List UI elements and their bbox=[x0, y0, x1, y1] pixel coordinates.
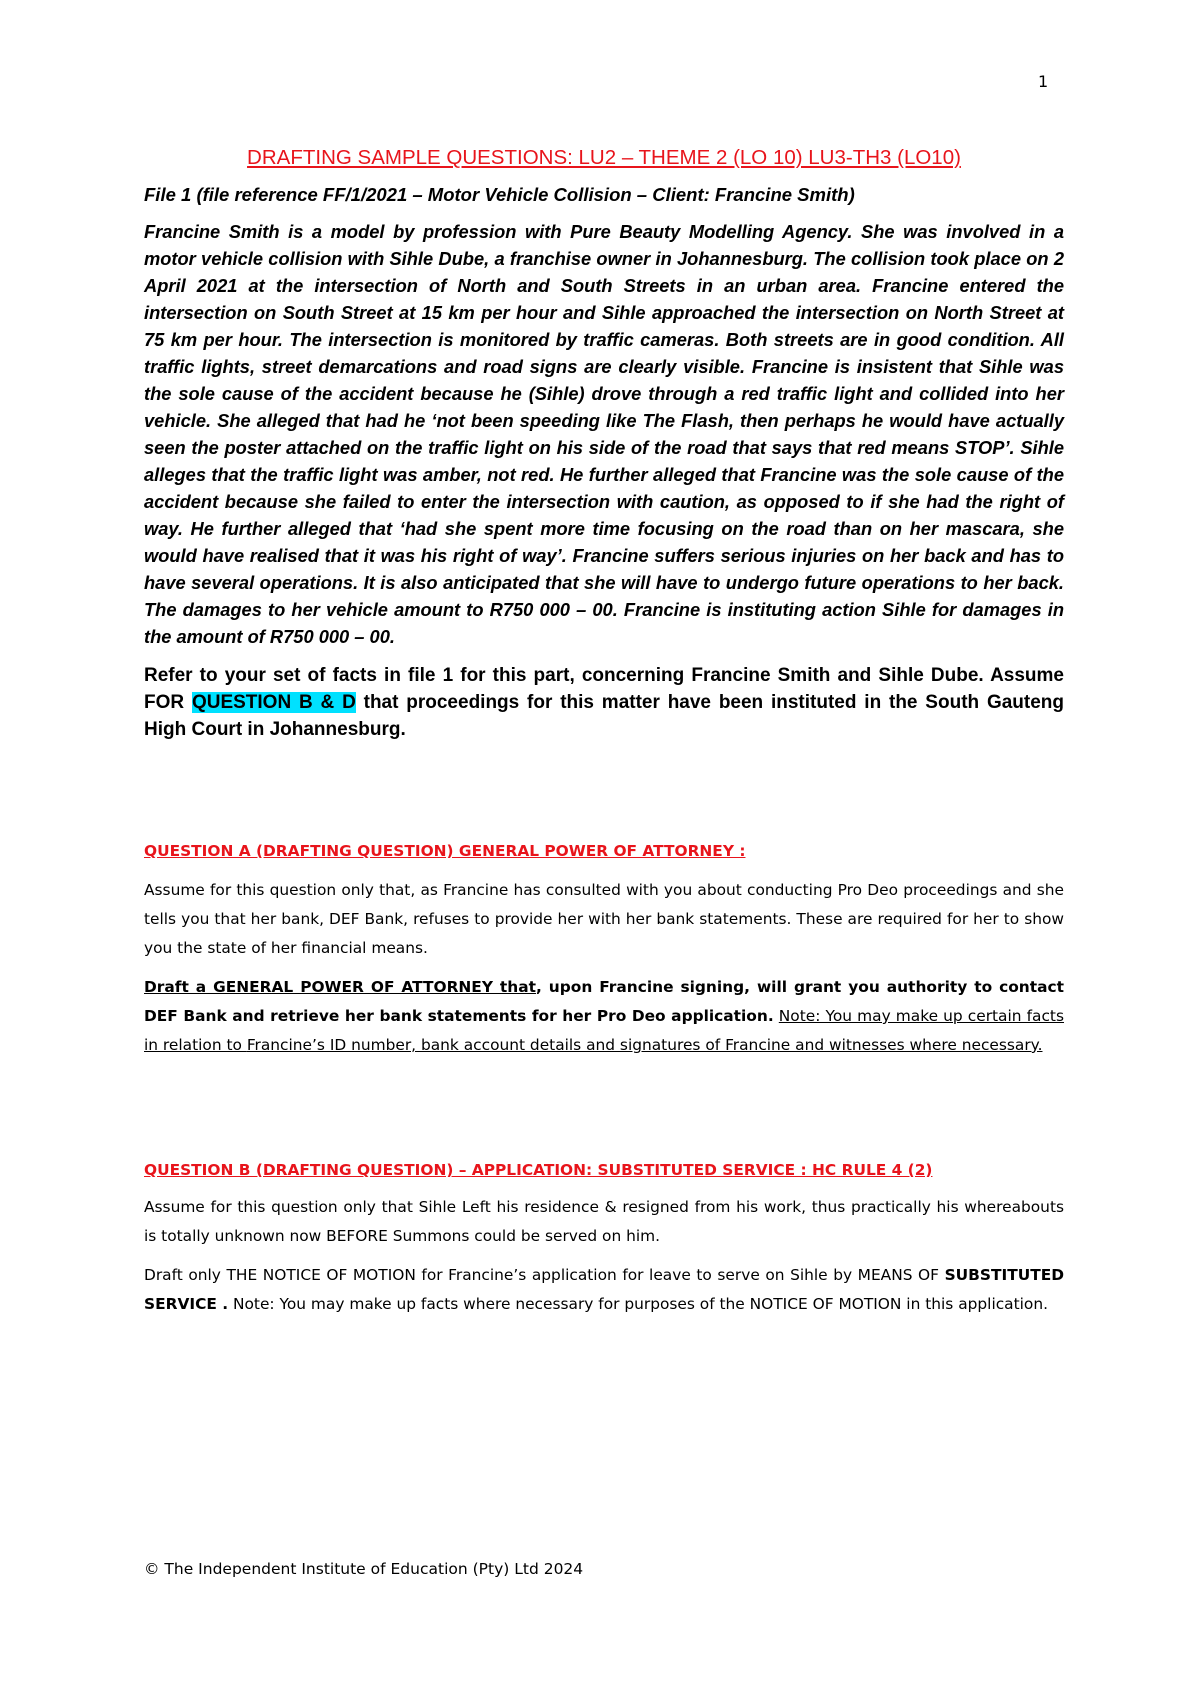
question-b-note: Note: You may make up facts where necessary for purposes of the NOTICE OF MOTION in this application. bbox=[228, 1295, 1048, 1313]
question-a-draft-detail: , upon Francine signing, will grant you authority to contact DEF Bank and retrieve her bank statements for her Pro Deo application. bbox=[144, 978, 1064, 1025]
refer-highlight: QUESTION B & D bbox=[191, 692, 356, 713]
question-b-draft-instruction: Draft only THE NOTICE OF MOTION for Francine’s application for leave to serve on Sihle by MEANS OF bbox=[144, 1266, 945, 1284]
page-content bbox=[144, 146, 1064, 1319]
refer-instruction bbox=[144, 662, 1064, 743]
question-b-heading: QUESTION B (DRAFTING QUESTION) – APPLICATION: SUBSTITUTED SERVICE : HC RULE 4 (2) bbox=[144, 1161, 933, 1179]
question-b-substituted-service: SUBSTITUTED SERVICE . bbox=[144, 1266, 1064, 1313]
question-a-draft-instruction: Draft a GENERAL POWER OF ATTORNEY that bbox=[144, 978, 536, 996]
copyright-footer: © The Independent Institute of Education (Pty) Ltd 2024 bbox=[144, 1560, 584, 1578]
question-b-para-2 bbox=[144, 1261, 1064, 1319]
page-number: 1 bbox=[1038, 72, 1049, 91]
question-a-para-2 bbox=[144, 973, 1064, 1060]
case-facts: Francine Smith is a model by profession with Pure Beauty Modelling Agency. She was involved in a motor vehicle collision with Sihle Dube, a franchise owner in Johannesburg. The collision took place on 2 April 2021 at the intersection of North and South Streets in an urban area. Francine entered the intersection on South Street at 15 km per hour and Sihle approached the intersection on North Street at 75 km per hour. The intersection is monitored by traffic cameras. Both streets are in good condition. All traffic lights, street demarcations and road signs are clearly visible. Francine is insistent that Sihle was the sole cause of the accident because he (Sihle) drove through a red traffic light and collided into her vehicle. She alleged that had he ‘not been speeding like The Flash, then perhaps he would have actually seen the poster attached on the traffic light on his side of the road that says that red means STOP’. Sihle alleges that the traffic light was amber, not red. He further alleged that Francine was the sole cause of the accident because she failed to enter the intersection with caution, as opposed to if she had the right of way. He further alleged that ‘had she spent more time focusing on the road than on her mascara, she would have realised that it was his right of way’. Francine suffers serious injuries on her back and has to have several operations. It is also anticipated that she will have to undergo future operations to her back. The damages to her vehicle amount to R750 000 – 00. Francine is instituting action Sihle for damages in the amount of R750 000 – 00. bbox=[144, 221, 1064, 647]
question-b-section bbox=[144, 1156, 1064, 1319]
question-a-heading: QUESTION A (DRAFTING QUESTION) GENERAL POWER OF ATTORNEY : bbox=[144, 842, 746, 860]
question-a-note: Note: You may make up certain facts in relation to bbox=[144, 1007, 1064, 1054]
question-b-para-1: Assume for this question only that Sihle Left his residence & resigned from his work, thus practically his whereabouts is totally unknown now BEFORE Summons could be served on him. bbox=[144, 1198, 1064, 1245]
question-a-para-1: Assume for this question only that, as Francine has consulted with you about conducting Pro Deo proceedings and she tells you that her bank, DEF Bank, refuses to provide her with her bank statements. These are required for her to show you the state of her financial means. bbox=[144, 881, 1064, 957]
file-reference: File 1 (file reference FF/1/2021 – Motor Vehicle Collision – Client: Francine Smith) bbox=[144, 184, 855, 205]
question-a-section bbox=[144, 837, 1064, 1060]
refer-text-after: that proceedings for this matter have been instituted in the South Gauteng High Court in Johannesburg. bbox=[144, 692, 1065, 740]
question-a-note-detail: Francine’s ID number, bank account details and signatures of Francine and witnesses where necessary. bbox=[246, 1036, 1043, 1054]
refer-text-before: Refer to your set of facts in file 1 for this part, concerning Francine Smith and Sihle Dube. Assume FOR bbox=[144, 665, 1064, 713]
document-title: DRAFTING SAMPLE QUESTIONS: LU2 – THEME 2 (LO 10) LU3-TH3 (LO10) bbox=[247, 146, 961, 169]
